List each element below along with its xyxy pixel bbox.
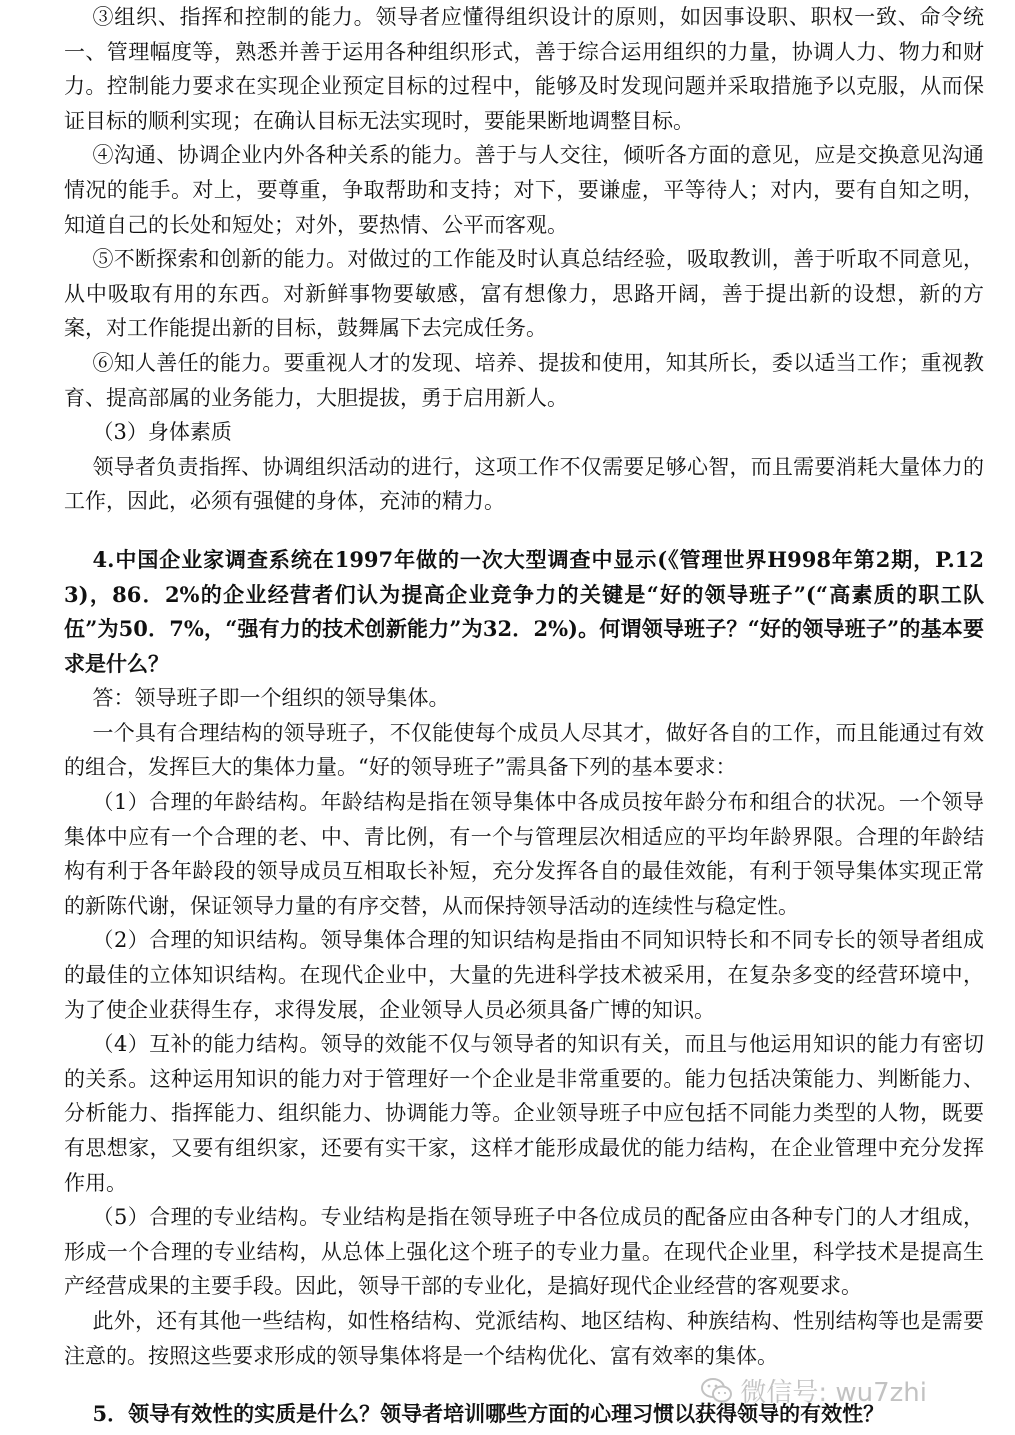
document-page: [64, 0, 984, 1432]
question-5: 5．领导有效性的实质是什么？领导者培训哪些方面的心理习惯以获得领导的有效性？: [92, 1401, 885, 1427]
answer-profession-structure: （5）合理的专业结构。专业结构是指在领导班子中各位成员的配备应由各种专门的人才组成，形成一个合理的专业结构，从总体上强化这个班子的专业力量。在现代企业里，科学技术是提高生产经营成果的主要手段。因此，领导干部的专业化，是搞好现代企业经营的客观要求。: [64, 1205, 984, 1299]
paragraph-innovate-ability: ⑤不断探索和创新的能力。对做过的工作能及时认真总结经验，吸取教训，善于听取不同意见，从中吸取有用的东西。对新鲜事物要敏感，富有想像力，思路开阔，善于提出新的设想，新的方案，对工作能提出新的目标，鼓舞属下去完成任务。: [64, 247, 984, 341]
wechat-icon: [700, 1376, 734, 1406]
paragraph-talent-ability: ⑥知人善任的能力。要重视人才的发现、培养、提拔和使用，知其所长，委以适当工作；重视教育、提高部属的业务能力，大胆提拔，勇于启用新人。: [64, 350, 984, 410]
answer-ability-structure: （4）互补的能力结构。领导的效能不仅与领导者的知识有关，而且与他运用知识的能力有密切的关系。这种运用知识的能力对于管理好一个企业是非常重要的。能力包括决策能力、判断能力、分析能力、指挥能力、组织能力、协调能力等。企业领导班子中应包括不同能力类型的人物，既要有思想家，又要有组织家，还要有实干家，这样才能形成最优的能力结构，在企业管理中充分发挥作用。: [64, 1032, 984, 1195]
question-4: 4.中国企业家调查系统在1997年做的一次大型调查中显示(《管理世界H998年第2期，P.123)，86．2%的企业经营者们认为提高企业竞争力的关键是“好的领导班子”(“高素质的职工队伍”为50．7%，“强有力的技术创新能力”为32．2%)。何谓领导班子？“好的领导班子”的基本要求是什么？: [64, 546, 984, 676]
answer-other-structures: 此外，还有其他一些结构，如性格结构、党派结构、地区结构、种族结构、性别结构等也是需要注意的。按照这些要求形成的领导集体将是一个结构优化、富有效率的集体。: [64, 1308, 984, 1368]
paragraph-communicate-ability: ④沟通、协调企业内外各种关系的能力。善于与人交往，倾听各方面的意见，应是交换意见沟通情况的能手。对上，要尊重，争取帮助和支持；对下，要谦虚，平等待人；对内，要有自知之明，知道自己的长处和短处；对外，要热情、公平而客观。: [64, 143, 984, 237]
answer-age-structure: （1）合理的年龄结构。年龄结构是指在领导集体中各成员按年龄分布和组合的状况。一个领导集体中应有一个合理的老、中、青比例，有一个与管理层次相适应的平均年龄界限。合理的年龄结构有利于各年龄段的领导成员互相取长补短，充分发挥各自的最佳效能，有利于领导集体实现正常的新陈代谢，保证领导力量的有序交替，从而保持领导活动的连续性与稳定性。: [64, 790, 984, 918]
answer-structure-intro: 一个具有合理结构的领导班子，不仅能使每个成员人尽其才，做好各自的工作，而且能通过有效的组合，发挥巨大的集体力量。“好的领导班子”需具备下列的基本要求：: [64, 720, 984, 780]
wechat-watermark: [700, 1372, 927, 1409]
answer-knowledge-structure: （2）合理的知识结构。领导集体合理的知识结构是指由不同知识特长和不同专长的领导者组成的最佳的立体知识结构。在现代企业中，大量的先进科学技术被采用，在复杂多变的经营环境中，为了使企业获得生存，求得发展，企业领导人员必须具备广博的知识。: [64, 928, 984, 1022]
watermark-label: 微信号: wu7zhi: [740, 1378, 927, 1408]
section-heading-physical: （3）身体素质: [92, 420, 232, 445]
answer-intro: 答：领导班子即一个组织的领导集体。: [92, 686, 450, 711]
spacer: [64, 519, 984, 543]
paragraph-organize-ability: ③组织、指挥和控制的能力。领导者应懂得组织设计的原则，如因事设职、职权一致、命令统一、管理幅度等，熟悉并善于运用各种组织形式，善于综合运用组织的力量，协调人力、物力和财力。控制能力要求在实现企业预定目标的过程中，能够及时发现问题并采取措施予以克服，从而保证目标的顺利实现；在确认目标无法实现时，要能果断地调整目标。: [64, 5, 984, 133]
paragraph-physical-quality: 领导者负责指挥、协调组织活动的进行，这项工作不仅需要足够心智，而且需要消耗大量体力的工作，因此，必须有强健的身体，充沛的精力。: [64, 454, 984, 514]
